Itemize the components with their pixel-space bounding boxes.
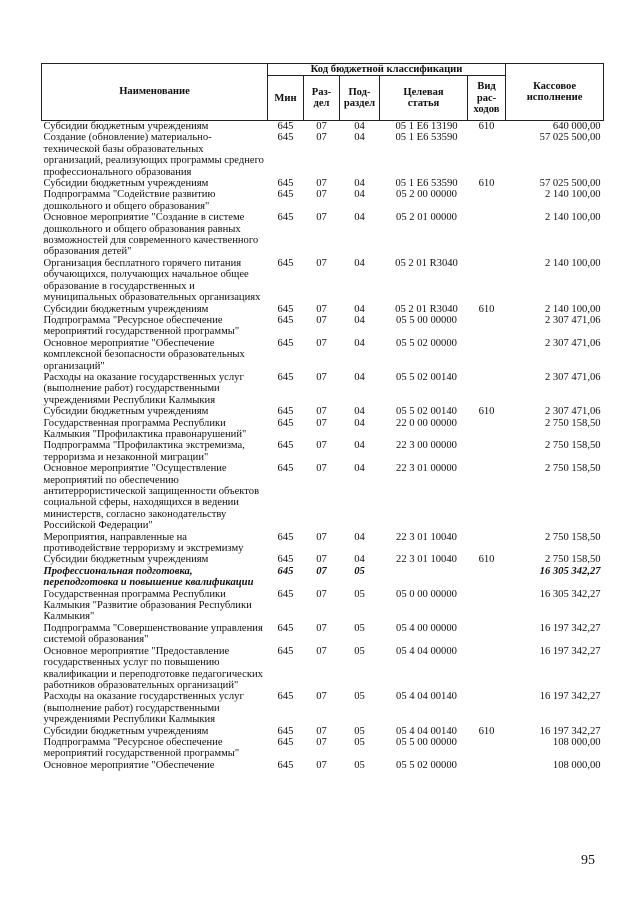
header-razdel (304, 76, 340, 121)
row-vid (468, 737, 506, 760)
row-vid (468, 623, 506, 646)
row-vid (468, 189, 506, 212)
row-name: Подпрограмма "Совершенствование управления системой образования" (43, 622, 263, 646)
row-razdel: 07 (316, 588, 327, 600)
row-celevaya: 05 1 Е6 13190 (395, 121, 458, 132)
row-celevaya: 05 0 00 00000 (396, 588, 457, 600)
table-row (42, 132, 604, 178)
row-vid: 610 (478, 406, 495, 418)
table-row (42, 178, 604, 189)
row-min: 645 (277, 565, 294, 577)
row-name: Подпрограмма "Ресурсное обеспечение мероприятий государственной программы" (43, 314, 240, 338)
row-vid (468, 212, 506, 258)
row-name: Субсидии бюджетным учреждениям (43, 178, 209, 190)
row-celevaya: 22 0 00 00000 (396, 417, 457, 429)
row-kassa: 57 025 500,00 (539, 178, 601, 190)
row-vid: 610 (478, 121, 495, 132)
row-name: Субсидии бюджетным учреждениям (43, 303, 209, 315)
row-min: 645 (277, 417, 294, 429)
table-row (42, 258, 604, 304)
row-name: Подпрограмма "Профилактика экстремизма, терроризма и незаконной миграции" (43, 440, 245, 463)
row-kassa: 16 305 342,27 (539, 565, 601, 577)
row-name: Основное мероприятие "Предоставление государственных услуг по повышению квалификации и переподготовке педагогических работников образовательных организаций" (43, 645, 263, 691)
row-kassa: 2 307 471,06 (544, 406, 601, 418)
row-celevaya: 05 5 02 00140 (396, 406, 457, 418)
row-podrazdel: 05 (354, 645, 365, 657)
row-name: Субсидии бюджетным учреждениям (43, 121, 209, 132)
row-podrazdel: 04 (354, 554, 365, 566)
row-podrazdel: 05 (354, 588, 365, 600)
table-row (42, 315, 604, 338)
row-name: Основное мероприятие "Обеспечение (43, 759, 215, 771)
row-kassa: 16 305 342,27 (539, 588, 601, 600)
row-min: 645 (277, 622, 294, 634)
table-row (42, 691, 604, 725)
row-celevaya: 22 3 00 00000 (396, 440, 457, 452)
row-celevaya: 05 2 00 00000 (396, 189, 457, 201)
row-podrazdel: 05 (354, 565, 365, 577)
row-celevaya: 05 5 02 00000 (396, 337, 457, 349)
row-razdel: 07 (316, 337, 327, 349)
row-name: Субсидии бюджетным учреждениям (43, 554, 209, 566)
row-min: 645 (277, 189, 294, 201)
row-name: Профессиональная подготовка, переподготовка и повышение квалификации (43, 565, 254, 589)
row-celevaya: 05 1 Е6 53590 (395, 132, 458, 144)
table-row (42, 726, 604, 737)
row-razdel: 07 (316, 371, 327, 383)
row-min: 645 (277, 314, 294, 326)
row-min: 645 (277, 178, 294, 190)
table-row (42, 623, 604, 646)
row-podrazdel: 04 (354, 440, 365, 452)
row-kassa: 108 000,00 (552, 759, 601, 771)
row-podrazdel: 05 (354, 691, 365, 703)
row-kassa: 2 750 158,50 (544, 417, 601, 429)
row-name: Расходы на оказание государственных услуг (выполнение работ) государственными учреждениями Республики Калмыкия (43, 371, 244, 406)
row-celevaya: 05 5 02 00140 (396, 371, 457, 383)
header-vid (468, 76, 506, 121)
header-min: Мин (268, 76, 304, 121)
budget-table (41, 63, 604, 771)
row-podrazdel: 04 (354, 417, 365, 429)
row-name: Основное мероприятие "Осуществление мероприятий по обеспечению антитеррористической защищенности объектов социальной сферы, находящихся в ведении министерств, согласно законодательству Российской Федерации" (43, 463, 260, 532)
row-podrazdel: 04 (354, 178, 365, 190)
row-vid (468, 691, 506, 725)
row-razdel: 07 (316, 212, 327, 224)
row-celevaya: 05 1 Е6 53590 (395, 178, 458, 190)
row-razdel: 07 (316, 691, 327, 703)
row-kassa: 2 140 100,00 (544, 189, 601, 201)
row-name: Государственная программа Республики Калмыкия "Профилактика правонарушений" (43, 417, 247, 440)
row-podrazdel: 05 (354, 759, 365, 771)
row-vid (468, 372, 506, 406)
table-header (42, 64, 604, 121)
row-razdel: 07 (316, 463, 327, 475)
row-kassa: 57 025 500,00 (539, 132, 601, 144)
row-min: 645 (277, 371, 294, 383)
row-min: 645 (277, 691, 294, 703)
row-podrazdel: 04 (354, 314, 365, 326)
row-name: Подпрограмма "Ресурсное обеспечение мероприятий государственной программы" (43, 736, 240, 760)
table-row (42, 121, 604, 133)
row-kassa: 2 307 471,06 (544, 337, 601, 349)
header-budget-code-group: Код бюджетной классификации (268, 64, 506, 76)
table-row (42, 760, 604, 771)
row-razdel: 07 (316, 736, 327, 748)
row-vid: 610 (478, 554, 495, 566)
row-vid (468, 338, 506, 372)
row-min: 645 (277, 406, 294, 418)
row-vid: 610 (478, 178, 495, 190)
row-podrazdel: 04 (354, 337, 365, 349)
row-vid (468, 589, 506, 623)
row-vid (468, 418, 506, 441)
row-kassa: 16 197 342,27 (539, 622, 601, 634)
row-celevaya: 05 2 01 R3040 (395, 303, 458, 315)
row-celevaya: 22 3 01 10040 (396, 554, 457, 566)
table-row (42, 304, 604, 315)
row-vid (468, 258, 506, 304)
table-row (42, 737, 604, 760)
row-kassa: 16 197 342,27 (539, 691, 601, 703)
row-name: Основное мероприятие "Обеспечение комплексной безопасности образовательных организаций" (43, 337, 245, 372)
row-celevaya: 05 5 00 00000 (396, 736, 457, 748)
table-row (42, 372, 604, 406)
row-min: 645 (277, 463, 294, 475)
row-celevaya: 05 4 00 00000 (396, 622, 457, 634)
table-row (42, 532, 604, 555)
row-kassa: 2 750 158,50 (544, 554, 601, 566)
row-podrazdel: 04 (354, 371, 365, 383)
row-vid (468, 132, 506, 178)
table-row (42, 418, 604, 441)
row-razdel: 07 (316, 565, 327, 577)
row-kassa: 2 140 100,00 (544, 303, 601, 315)
row-name: Расходы на оказание государственных услуг (выполнение работ) государственными учреждениями Республики Калмыкия (43, 691, 244, 726)
row-podrazdel: 04 (354, 303, 365, 315)
header-name: Наименование (42, 64, 268, 121)
header-razdel-label: Раз- дел (311, 86, 332, 110)
row-kassa: 2 750 158,50 (544, 440, 601, 452)
table-row (42, 566, 604, 589)
row-min: 645 (277, 440, 294, 452)
row-razdel: 07 (316, 531, 327, 543)
row-razdel: 07 (316, 440, 327, 452)
row-vid (468, 760, 506, 771)
table-row (42, 212, 604, 258)
row-name: Мероприятия, направленные на противодействие терроризму и экстремизму (43, 531, 244, 555)
row-min: 645 (277, 257, 294, 269)
row-kassa: 108 000,00 (552, 736, 601, 748)
row-vid: 610 (478, 725, 495, 737)
row-podrazdel: 04 (354, 132, 365, 144)
row-razdel: 07 (316, 725, 327, 737)
table-row (42, 338, 604, 372)
row-podrazdel: 04 (354, 531, 365, 543)
row-razdel: 07 (316, 257, 327, 269)
row-celevaya: 05 5 02 00000 (396, 759, 457, 771)
row-podrazdel: 04 (354, 189, 365, 201)
row-min: 645 (277, 759, 294, 771)
row-vid (468, 315, 506, 338)
table-row (42, 589, 604, 623)
header-podrazdel-label: Под- раздел (343, 86, 376, 110)
table-row (42, 406, 604, 417)
row-podrazdel: 05 (354, 725, 365, 737)
row-name: Государственная программа Республики Калмыкия "Развитие образования Республики Калмыкия" (43, 588, 252, 623)
row-razdel: 07 (316, 554, 327, 566)
row-podrazdel: 04 (354, 257, 365, 269)
row-razdel: 07 (316, 178, 327, 190)
table-row (42, 646, 604, 692)
row-min: 645 (277, 531, 294, 543)
table-row (42, 440, 604, 463)
row-razdel: 07 (316, 622, 327, 634)
row-min: 645 (277, 303, 294, 315)
row-razdel: 07 (316, 759, 327, 771)
row-min: 645 (277, 337, 294, 349)
row-razdel: 07 (316, 303, 327, 315)
table-row (42, 554, 604, 565)
row-name: Основное мероприятие "Создание в системе дошкольного и общего образования равных возможностей для современного качественного образования детей" (43, 212, 259, 258)
row-podrazdel: 04 (354, 463, 365, 475)
row-kassa: 2 307 471,06 (544, 314, 601, 326)
row-vid (468, 440, 506, 463)
row-razdel: 07 (316, 406, 327, 418)
table-row (42, 463, 604, 531)
row-min: 645 (277, 645, 294, 657)
row-name: Подпрограмма "Содействие развитию дошкольного и общего образования" (43, 189, 216, 212)
row-vid: 610 (478, 303, 495, 315)
row-celevaya: 05 2 01 00000 (396, 212, 457, 224)
row-razdel: 07 (316, 132, 327, 144)
row-min: 645 (277, 725, 294, 737)
header-kassa-label: Кассовое исполнение (526, 80, 583, 103)
row-vid (468, 566, 506, 589)
row-vid (468, 646, 506, 692)
row-podrazdel: 04 (354, 212, 365, 224)
row-celevaya: 22 3 01 10040 (396, 531, 457, 543)
row-name: Организация бесплатного горячего питания обучающихся, получающих начальное общее образование в государственных и муниципальных образовательных организациях (43, 257, 261, 304)
row-celevaya (380, 566, 468, 589)
table-body (42, 121, 604, 772)
row-celevaya: 05 4 04 00000 (396, 645, 457, 657)
row-celevaya: 05 4 04 00140 (396, 691, 457, 703)
row-celevaya: 05 2 01 R3040 (395, 257, 458, 269)
row-celevaya: 05 4 04 00140 (396, 725, 457, 737)
row-podrazdel: 04 (354, 406, 365, 418)
row-kassa: 2 140 100,00 (544, 257, 601, 269)
row-kassa: 2 750 158,50 (544, 463, 601, 475)
row-razdel: 07 (316, 189, 327, 201)
header-podrazdel (340, 76, 380, 121)
row-min: 645 (277, 554, 294, 566)
header-kassa (506, 64, 604, 121)
row-kassa: 2 750 158,50 (544, 531, 601, 543)
row-kassa: 16 197 342,27 (539, 645, 601, 657)
row-razdel: 07 (316, 314, 327, 326)
table-row (42, 189, 604, 212)
row-podrazdel: 04 (354, 121, 365, 132)
row-razdel: 07 (316, 417, 327, 429)
row-min: 645 (277, 121, 294, 132)
header-celevaya (380, 76, 468, 121)
row-podrazdel: 05 (354, 622, 365, 634)
row-name: Субсидии бюджетным учреждениям (43, 725, 209, 737)
row-podrazdel: 05 (354, 736, 365, 748)
row-celevaya: 05 5 00 00000 (396, 314, 457, 326)
row-vid (468, 463, 506, 531)
row-razdel: 07 (316, 121, 327, 132)
page-number: 95 (581, 853, 595, 868)
row-kassa: 640 000,00 (552, 121, 601, 132)
row-min: 645 (277, 132, 294, 144)
header-celevaya-label: Целевая статья (403, 86, 444, 110)
row-min: 645 (277, 736, 294, 748)
row-min: 645 (277, 588, 294, 600)
row-vid (468, 532, 506, 555)
row-razdel: 07 (316, 645, 327, 657)
row-name: Создание (обновление) материально-технической базы образовательных организаций, реализующих программы среднего профессионального образования (43, 132, 264, 178)
header-vid-label: Вид рас- ходов (473, 81, 500, 115)
row-kassa: 16 197 342,27 (539, 725, 601, 737)
row-kassa: 2 140 100,00 (544, 212, 601, 224)
row-kassa: 2 307 471,06 (544, 371, 601, 383)
row-celevaya: 22 3 01 00000 (396, 463, 457, 475)
row-min: 645 (277, 212, 294, 224)
row-name: Субсидии бюджетным учреждениям (43, 406, 209, 418)
